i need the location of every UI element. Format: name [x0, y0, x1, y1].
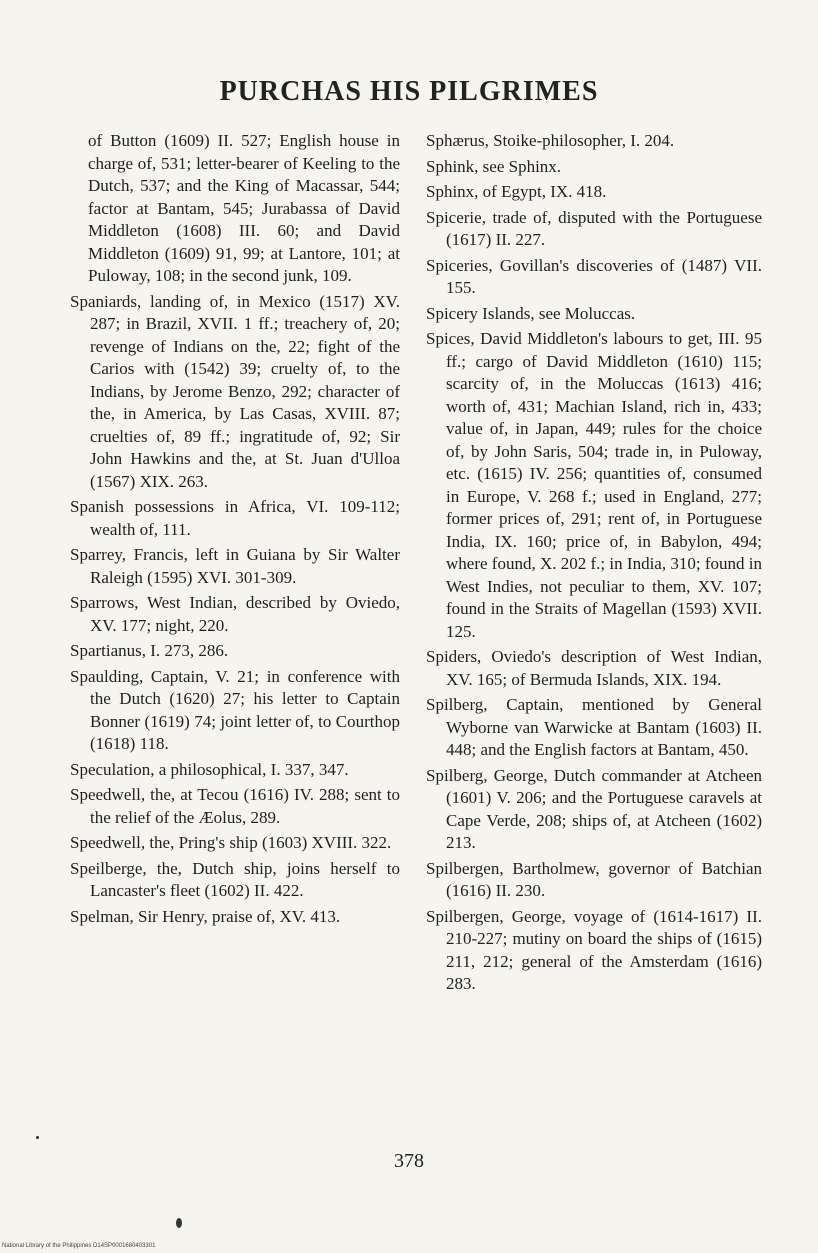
index-entry: Speedwell, the, Pring's ship (1603) XVIII. 322.: [70, 833, 392, 852]
index-entry: Spiceries, Govillan's discoveries of (1487) VII. 155.: [426, 255, 762, 297]
index-entry: Spilbergen, Bartholmew, governor of Batchian (1616) II. 230.: [426, 858, 762, 900]
index-entry: Sphærus, Stoike-philosopher, I. 204.: [426, 131, 675, 150]
index-entry: Speilberge, the, Dutch ship, joins herself to Lancaster's fleet (1602) II. 422.: [70, 858, 400, 900]
index-entry: Spices, David Middleton's labours to get, III. 95 ff.; cargo of David Middleton (1610) 115; scarcity of, in the Moluccas (1613) 416; worth of, 431; Machian Island, rich in, 433; value of, in Japan, 449; rules for the choice of, by John Saris, 504; trade in, in Puloway, etc. (1615) IV. 256; quantities of, consumed in Europe, V. 268 f.; used in England, 277; former prices of, 291; rent of, in Portuguese India, IX. 160; price of, in Babylon, 494; where found, X. 202 f.; in India, 310; found in West Indies, not peculiar to them, XV. 107; found in the Straits of Magellan (1593) XVII. 125.: [426, 329, 762, 641]
index-entry: Sphink, see Sphinx.: [426, 156, 562, 176]
scan-credit: National Library of the Philippines D14SP0001680403301: [2, 1243, 156, 1249]
index-entry: Sparrey, Francis, left in Guiana by Sir Walter Raleigh (1595) XVI. 301-309.: [70, 545, 400, 587]
page-title: PURCHAS HIS PILGRIMES: [219, 76, 599, 107]
index-entry: Spilberg, George, Dutch commander at Atcheen (1601) V. 206; and the Portuguese caravels at Cape Verde, 208; ships of, at Atcheen (1602) 213.: [426, 765, 762, 852]
index-entry: Speedwell, the, at Tecou (1616) IV. 288; sent to the relief of the Æolus, 289.: [70, 785, 400, 827]
index-entry: Spelman, Sir Henry, praise of, XV. 413.: [70, 906, 341, 926]
index-entry: Spaulding, Captain, V. 21; in conference with the Dutch (1620) 27; his letter to Captain Bonner (1619) 74; joint letter of, to Courthop (1618) 118.: [70, 666, 400, 753]
index-entry: Sphinx, of Egypt, IX. 418.: [426, 182, 607, 201]
index-column-right: [426, 130, 762, 999]
index-entry: Speculation, a philosophical, I. 337, 347.: [70, 759, 349, 779]
index-entry: Spicerie, trade of, disputed with the Portuguese (1617) II. 227.: [426, 207, 762, 249]
page-number: 378: [394, 1150, 424, 1172]
index-column-left: [70, 130, 400, 931]
index-entry: Spanish possessions in Africa, VI. 109-112; wealth of, 111.: [70, 497, 400, 539]
ink-speck: [36, 1136, 39, 1139]
index-entry: Spilbergen, George, voyage of (1614-1617) II. 210-227; mutiny on board the ships of (1615) 211, 212; general of the Amsterdam (1616) 283.: [426, 906, 762, 993]
ink-speck: [176, 1218, 182, 1228]
index-entry: Spartianus, I. 273, 286.: [70, 641, 229, 660]
index-entry: Spiders, Oviedo's description of West Indian, XV. 165; of Bermuda Islands, XIX. 194.: [426, 647, 762, 689]
index-entry: Sparrows, West Indian, described by Oviedo, XV. 177; night, 220.: [70, 593, 400, 635]
index-entry: of Button (1609) II. 527; English house in charge of, 531; letter-bearer of Keeling to the Dutch, 537; and the King of Macassar, 544; factor at Bantam, 545; Jurabassa of David Middleton (1608) III. 60; and David Middleton (1609) 91, 99; at Lantore, 101; at Puloway, 108; in the second junk, 109.: [88, 131, 400, 285]
index-entry: Spilberg, Captain, mentioned by General Wyborne van Warwicke at Bantam (1603) II. 448; and the English factors at Bantam, 450.: [426, 695, 762, 759]
index-entry: Spaniards, landing of, in Mexico (1517) XV. 287; in Brazil, XVII. 1 ff.; treachery of, 20; revenge of Indians on the, 22; fight of the Carios with (1542) 39; cruelty of, to the Indians, by Jerome Benzo, 292; character of the, in America, by Las Casas, XVIII. 87; cruelties of, 89 ff.; ingratitude of, 92; Sir John Hawkins and the, at St. Juan d'Ulloa (1567) XIX. 263.: [70, 291, 400, 491]
index-entry: Spicery Islands, see Moluccas.: [426, 303, 636, 323]
